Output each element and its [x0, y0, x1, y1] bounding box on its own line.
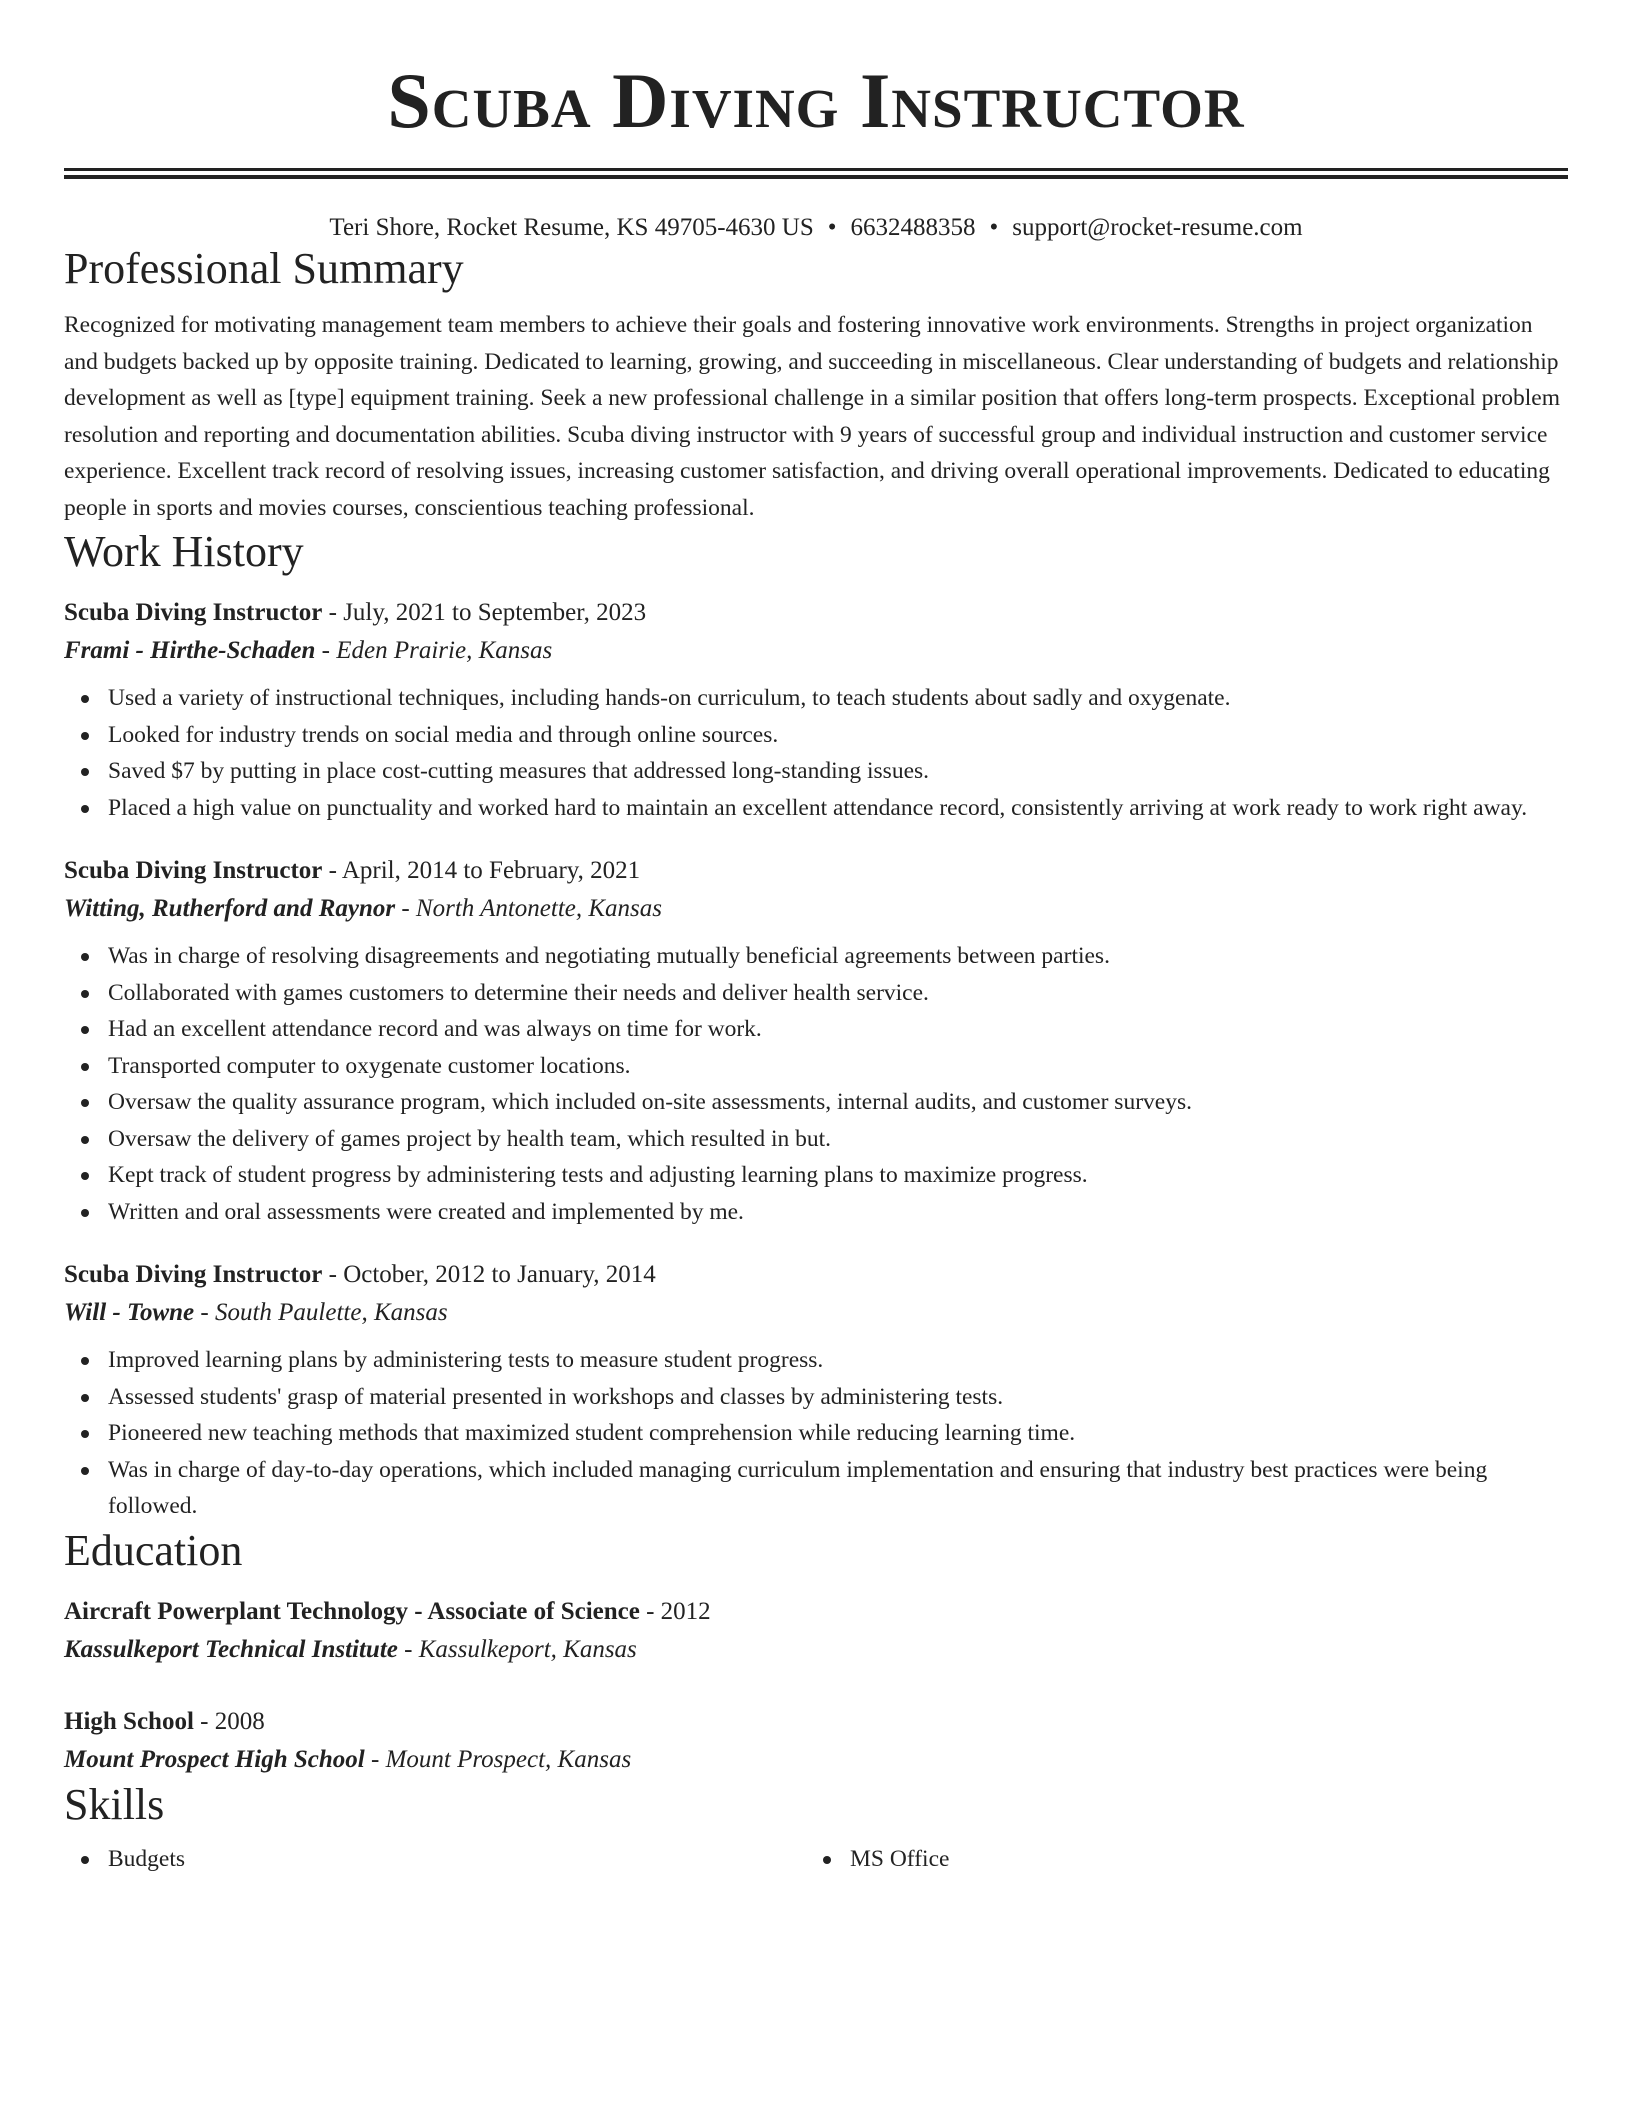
job-title: Scuba Diving Instructor: [64, 857, 323, 884]
job-location: - South Paulette, Kansas: [194, 1299, 448, 1326]
job-header: [64, 1256, 1568, 1294]
skill-item: MS Office: [850, 1841, 1548, 1878]
education-entry: [64, 1593, 1568, 1669]
education-degree: High School: [64, 1707, 194, 1735]
education-location: - Mount Prospect, Kansas: [364, 1745, 632, 1773]
job-bullet-list: [64, 938, 1568, 1230]
education-header: [64, 1593, 1568, 1631]
job-title: Scuba Diving Instructor: [64, 1261, 323, 1288]
job-bullet: Written and oral assessments were created and implemented by me.: [108, 1194, 1568, 1231]
job-company: Witting, Rutherford and Raynor: [64, 895, 396, 922]
job-dates: - April, 2014 to February, 2021: [322, 857, 641, 884]
education-degree: Aircraft Powerplant Technology - Associate of Science: [64, 1597, 640, 1625]
job-employer: [64, 1294, 1568, 1332]
contact-separator: •: [827, 214, 837, 241]
job-bullet: Assessed students' grasp of material presented in workshops and classes by administering tests.: [108, 1379, 1568, 1416]
job-bullet: Improved learning plans by administering tests to measure student progress.: [108, 1342, 1568, 1379]
job-entry: [64, 1256, 1568, 1525]
job-bullet: Collaborated with games customers to determine their needs and deliver health service.: [108, 975, 1568, 1012]
job-entry: [64, 594, 1568, 826]
job-bullet: Was in charge of resolving disagreements and negotiating mutually beneficial agreements between parties.: [108, 938, 1568, 975]
education-location: - Kassulkeport, Kansas: [397, 1635, 637, 1663]
job-bullet: Was in charge of day-to-day operations, which included managing curriculum implementation and ensuring that industry best practices were being followed.: [108, 1452, 1568, 1525]
job-dates: - October, 2012 to January, 2014: [322, 1261, 656, 1288]
education-heading: Education: [64, 1525, 243, 1575]
title-divider: [64, 168, 1568, 179]
job-dates: - July, 2021 to September, 2023: [322, 599, 647, 626]
job-entry: [64, 852, 1568, 1230]
skills-grid: [64, 1841, 1568, 1878]
job-location: - Eden Prairie, Kansas: [315, 637, 553, 664]
skills-column: [64, 1841, 806, 1878]
job-title: Scuba Diving Instructor: [64, 599, 323, 626]
job-bullet: Used a variety of instructional techniques, including hands-on curriculum, to teach students about sadly and oxygenate.: [108, 680, 1568, 717]
summary-heading: Professional Summary: [64, 244, 464, 293]
contact-phone: 6632488358: [850, 214, 976, 241]
contact-line: [64, 213, 1568, 243]
resume-title: Scuba Diving Instructor: [387, 57, 1245, 144]
contact-separator: •: [989, 214, 999, 241]
education-year: - 2012: [639, 1597, 711, 1625]
education-institution: [64, 1631, 1568, 1669]
education-institution: [64, 1741, 1568, 1779]
skills-column: [806, 1841, 1548, 1878]
job-bullet-list: [64, 680, 1568, 826]
job-bullet: Pioneered new teaching methods that maximized student comprehension while reducing learning time.: [108, 1415, 1568, 1452]
job-bullet: Saved $7 by putting in place cost-cutting measures that addressed long-standing issues.: [108, 753, 1568, 790]
job-employer: [64, 632, 1568, 670]
contact-address: Teri Shore, Rocket Resume, KS 49705-4630 US: [329, 214, 814, 241]
job-employer: [64, 890, 1568, 928]
education-entry: [64, 1703, 1568, 1779]
job-header: [64, 852, 1568, 890]
job-company: Will - Towne: [64, 1299, 195, 1326]
job-bullet: Placed a high value on punctuality and worked hard to maintain an excellent attendance record, consistently arriving at work ready to work right away.: [108, 790, 1568, 827]
job-bullet: Oversaw the quality assurance program, which included on-site assessments, internal audits, and customer surveys.: [108, 1084, 1568, 1121]
job-bullet-list: [64, 1342, 1568, 1525]
education-year: - 2008: [193, 1707, 265, 1735]
contact-email: support@rocket-resume.com: [1012, 214, 1303, 241]
job-bullet: Oversaw the delivery of games project by health team, which resulted in but.: [108, 1121, 1568, 1158]
education-header: [64, 1703, 1568, 1741]
job-bullet: Looked for industry trends on social media and through online sources.: [108, 717, 1568, 754]
skill-item: Budgets: [108, 1841, 806, 1878]
job-bullet: Kept track of student progress by administering tests and adjusting learning plans to maximize progress.: [108, 1157, 1568, 1194]
job-header: [64, 594, 1568, 632]
skills-heading: Skills: [64, 1779, 165, 1829]
job-location: - North Antonette, Kansas: [395, 895, 663, 922]
job-bullet: Had an excellent attendance record and was always on time for work.: [108, 1011, 1568, 1048]
education-school: Kassulkeport Technical Institute: [64, 1635, 398, 1663]
summary-text: Recognized for motivating management team members to achieve their goals and fostering innovative work environments. Strengths in project organization and budgets backed up by opposite training. Dedicated to learning, growing, and succeeding in miscellaneous. Clear understanding of budgets and relationship development as well as [type] equipment training. Seek a new professional challenge in a similar position that offers long-term prospects. Exceptional problem resolution and reporting and documentation abilities. Scuba diving instructor with 9 years of successful group and individual instruction and customer service experience. Excellent track record of resolving issues, increasing customer satisfaction, and driving overall operational improvements. Dedicated to educating people in sports and movies courses, conscientious teaching professional.: [64, 312, 1560, 521]
job-company: Frami - Hirthe-Schaden: [64, 637, 316, 664]
work-history-heading: Work History: [64, 527, 304, 576]
job-bullet: Transported computer to oxygenate customer locations.: [108, 1048, 1568, 1085]
education-school: Mount Prospect High School: [64, 1745, 365, 1773]
